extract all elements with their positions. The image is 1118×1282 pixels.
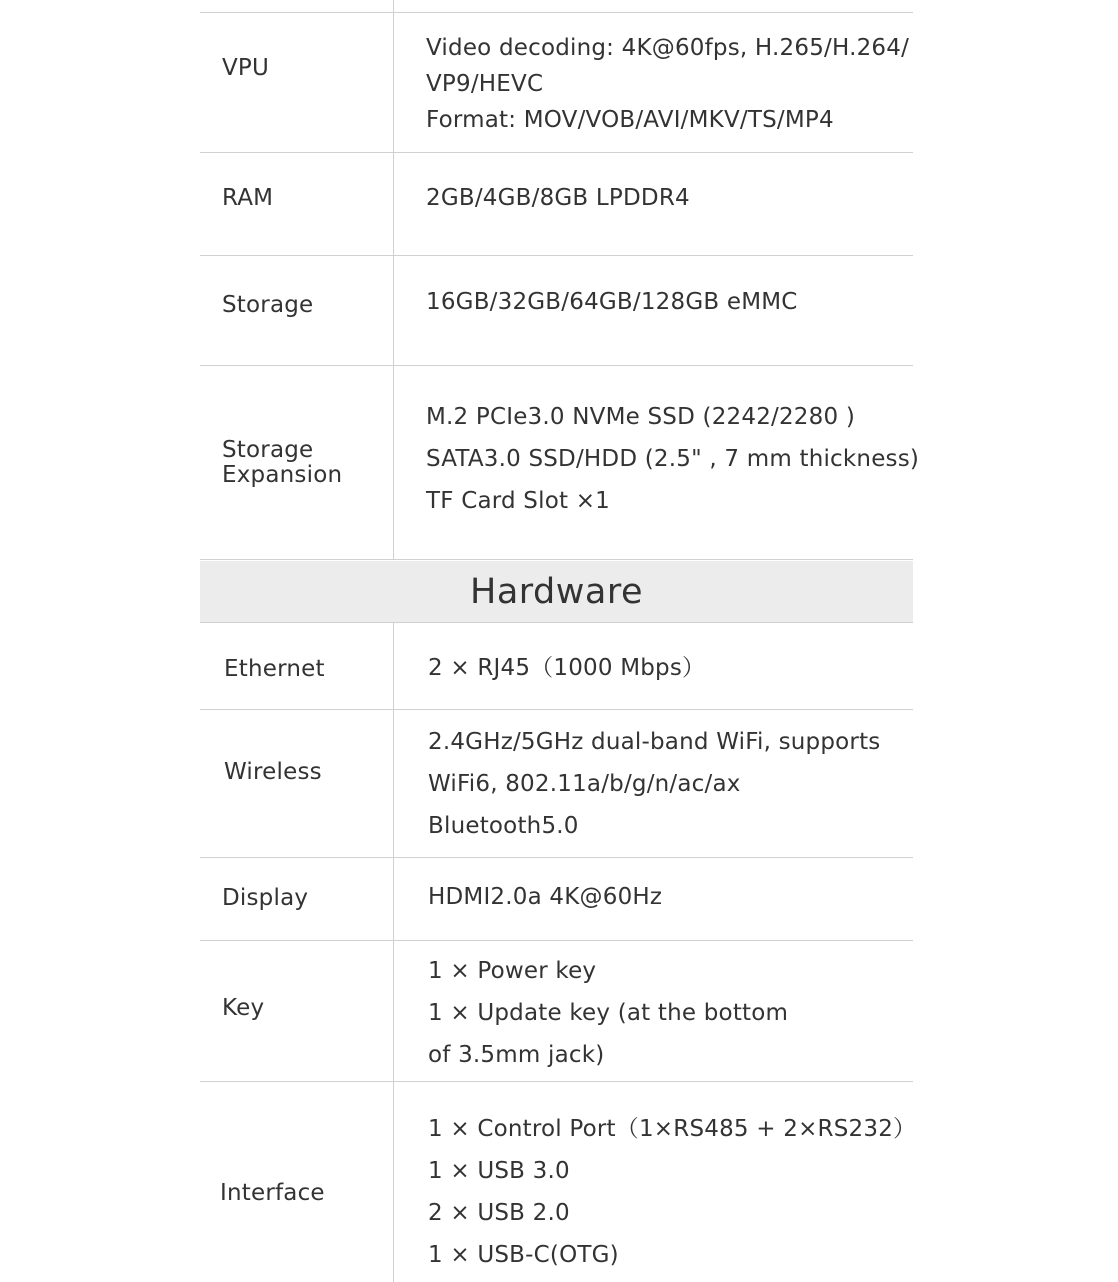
spec-label-line: Expansion xyxy=(222,462,343,488)
row-divider xyxy=(200,622,913,623)
spec-label-key: Key xyxy=(222,995,265,1021)
spec-value-line: 2.4GHz/5GHz dual-band WiFi, supports xyxy=(428,729,881,755)
section-header-hardware xyxy=(200,561,913,622)
spec-value-line: M.2 PCIe3.0 NVMe SSD (2242/2280 ) xyxy=(426,404,855,430)
row-divider xyxy=(200,152,913,153)
spec-value-line: SATA3.0 SSD/HDD (2.5" , 7 mm thickness) xyxy=(426,446,920,472)
spec-label-storage-expansion xyxy=(222,438,342,488)
spec-value-vpu xyxy=(426,30,909,138)
spec-value-line: 2 × USB 2.0 xyxy=(428,1200,570,1226)
spec-value-line: of 3.5mm jack) xyxy=(428,1042,605,1068)
row-divider xyxy=(200,559,913,560)
row-divider xyxy=(200,1081,913,1082)
spec-value-interface xyxy=(428,1108,916,1276)
spec-value-storage xyxy=(426,284,798,320)
row-divider xyxy=(200,255,913,256)
row-divider xyxy=(200,857,913,858)
spec-value-line: 1 × Power key xyxy=(428,958,597,984)
spec-value-line: 1 × USB-C(OTG) xyxy=(428,1242,619,1268)
spec-label-ram: RAM xyxy=(222,185,274,211)
spec-value-line: TF Card Slot ×1 xyxy=(426,488,611,514)
spec-value-line: VP9/HEVC xyxy=(426,71,544,97)
spec-value-line: 2GB/4GB/8GB LPDDR4 xyxy=(426,185,690,211)
spec-value-line: 1 × USB 3.0 xyxy=(428,1158,570,1184)
spec-value-ram xyxy=(426,180,690,216)
spec-value-ethernet xyxy=(428,647,705,689)
spec-value-line: Bluetooth5.0 xyxy=(428,813,579,839)
row-divider xyxy=(200,365,913,366)
spec-value-line: 1 × Control Port（1×RS485 + 2×RS232） xyxy=(428,1116,917,1142)
spec-value-storage-expansion xyxy=(426,396,919,522)
spec-value-display xyxy=(428,876,662,918)
spec-value-line: 2 × RJ45（1000 Mbps） xyxy=(428,655,706,681)
spec-label-line: Storage xyxy=(222,437,314,463)
spec-table xyxy=(200,0,920,1282)
spec-label-display: Display xyxy=(222,885,309,911)
row-divider xyxy=(200,940,913,941)
spec-value-line: 16GB/32GB/64GB/128GB eMMC xyxy=(426,289,798,315)
spec-value-line: HDMI2.0a 4K@60Hz xyxy=(428,884,663,910)
row-divider xyxy=(200,709,913,710)
spec-label-storage: Storage xyxy=(222,292,314,318)
spec-value-line: Video decoding: 4K@60fps, H.265/H.264/ xyxy=(426,35,910,61)
spec-value-key xyxy=(428,950,788,1076)
spec-label-wireless: Wireless xyxy=(224,759,322,785)
row-divider xyxy=(200,12,913,13)
spec-value-line: 1 × Update key (at the bottom xyxy=(428,1000,789,1026)
spec-label-ethernet: Ethernet xyxy=(224,656,325,682)
section-title: Hardware xyxy=(470,571,643,612)
spec-value-wireless xyxy=(428,721,880,847)
spec-label-vpu: VPU xyxy=(222,55,270,81)
spec-value-line: WiFi6, 802.11a/b/g/n/ac/ax xyxy=(428,771,741,797)
spec-value-line: Format: MOV/VOB/AVI/MKV/TS/MP4 xyxy=(426,107,834,133)
column-divider xyxy=(393,0,394,559)
column-divider xyxy=(393,622,394,1282)
spec-label-interface: Interface xyxy=(220,1180,325,1206)
